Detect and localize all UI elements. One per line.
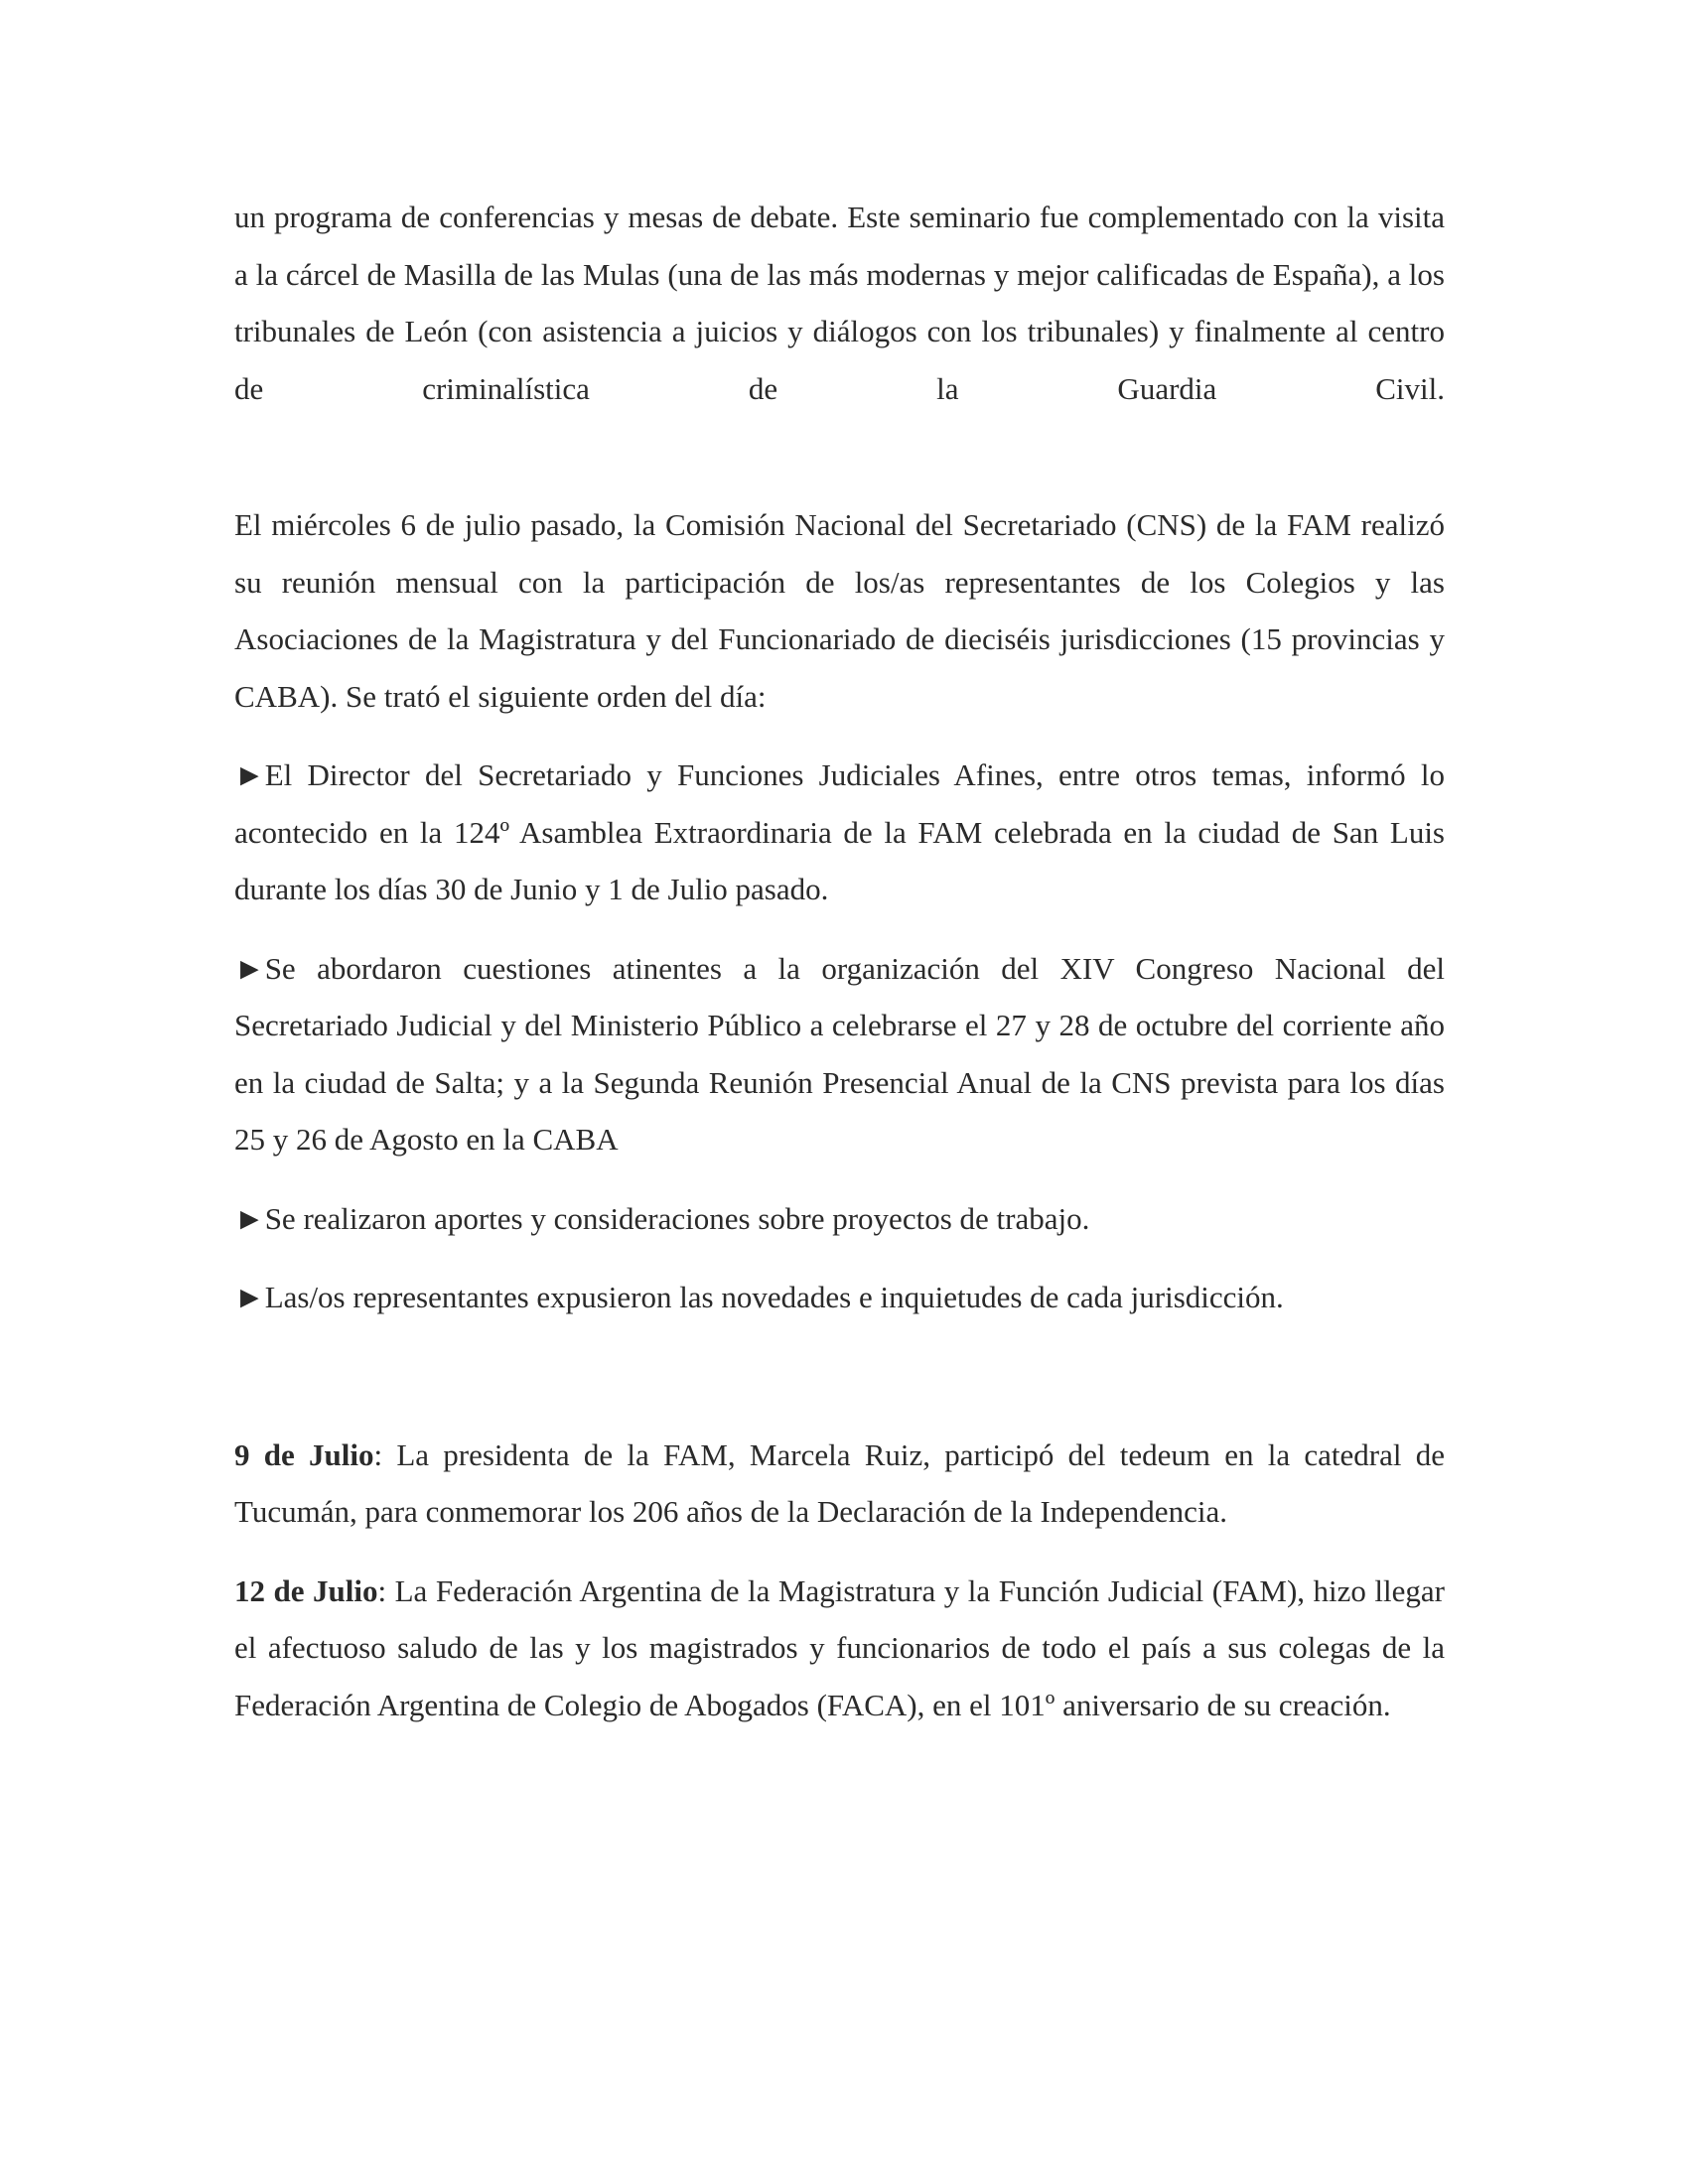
bullet-arrow-icon: ► [234,1280,265,1314]
agenda-item-text: Las/os representantes expusieron las novedades e inquietudes de cada jurisdicción. [264,1280,1284,1314]
agenda-item-text: El Director del Secretariado y Funciones Judiciales Afines, entre otros temas, informó lo acontecido en la 124º Asamblea Extraordinaria de la FAM celebrada en la ciudad de San Luis durante los días 30 de Junio y 1 de Julio pasado. [234,757,1445,906]
agenda-item [234,747,1445,918]
agenda-item-text: Se realizaron aportes y consideraciones sobre proyectos de trabajo. [264,1200,1090,1236]
event-date: 12 de Julio [234,1572,378,1608]
agenda-item [234,1190,1445,1248]
bullet-arrow-icon: ► [234,950,265,986]
event-paragraph [234,1427,1445,1541]
event-text: : La Federación Argentina de la Magistratura y la Función Judicial (FAM), hizo llegar el afectuoso saludo de las y los magistrados y funcionarios de todo el país a sus colegas de la Federación Argentina de Colegio de Abogados (FACA), en el 101º aniversario de su creación. [234,1572,1445,1722]
bullet-arrow-icon: ► [234,1200,265,1236]
cns-meeting-paragraph: El miércoles 6 de julio pasado, la Comisión Nacional del Secretariado (CNS) de la FAM realizó su reunión mensual con la participación de los/as representantes de los Colegios y las Asociaciones de la Magistratura y del Funcionariado de dieciséis jurisdicciones (15 provincias y CABA). Se trató el siguiente orden del día: [234,507,1445,714]
event-text: : La presidenta de la FAM, Marcela Ruiz, participó del tedeum en la catedral de Tucumán, para conmemorar los 206 años de la Declaración de la Independencia. [234,1436,1445,1529]
intro-paragraph: un programa de conferencias y mesas de debate. Este seminario fue complementado con la visita a la cárcel de Masilla de las Mulas (una de las más modernas y mejor calificadas de España), a los tribunales de León (con asistencia a juicios y diálogos con los tribunales) y finalmente al centro de criminalística de la Guardia Civil. [234,200,1445,406]
agenda-item-text: Se abordaron cuestiones atinentes a la organización del XIV Congreso Nacional del Secretariado Judicial y del Ministerio Público a celebrarse el 27 y 28 de octubre del corriente año en la ciudad de Salta; y a la Segunda Reunión Presencial Anual de la CNS prevista para los días 25 y 26 de Agosto en la CABA [234,950,1445,1157]
event-paragraph [234,1563,1445,1734]
bullet-arrow-icon: ► [234,757,265,792]
document-page [234,189,1445,1733]
agenda-item [234,940,1445,1168]
agenda-item [234,1269,1445,1326]
event-date: 9 de Julio [234,1436,374,1472]
